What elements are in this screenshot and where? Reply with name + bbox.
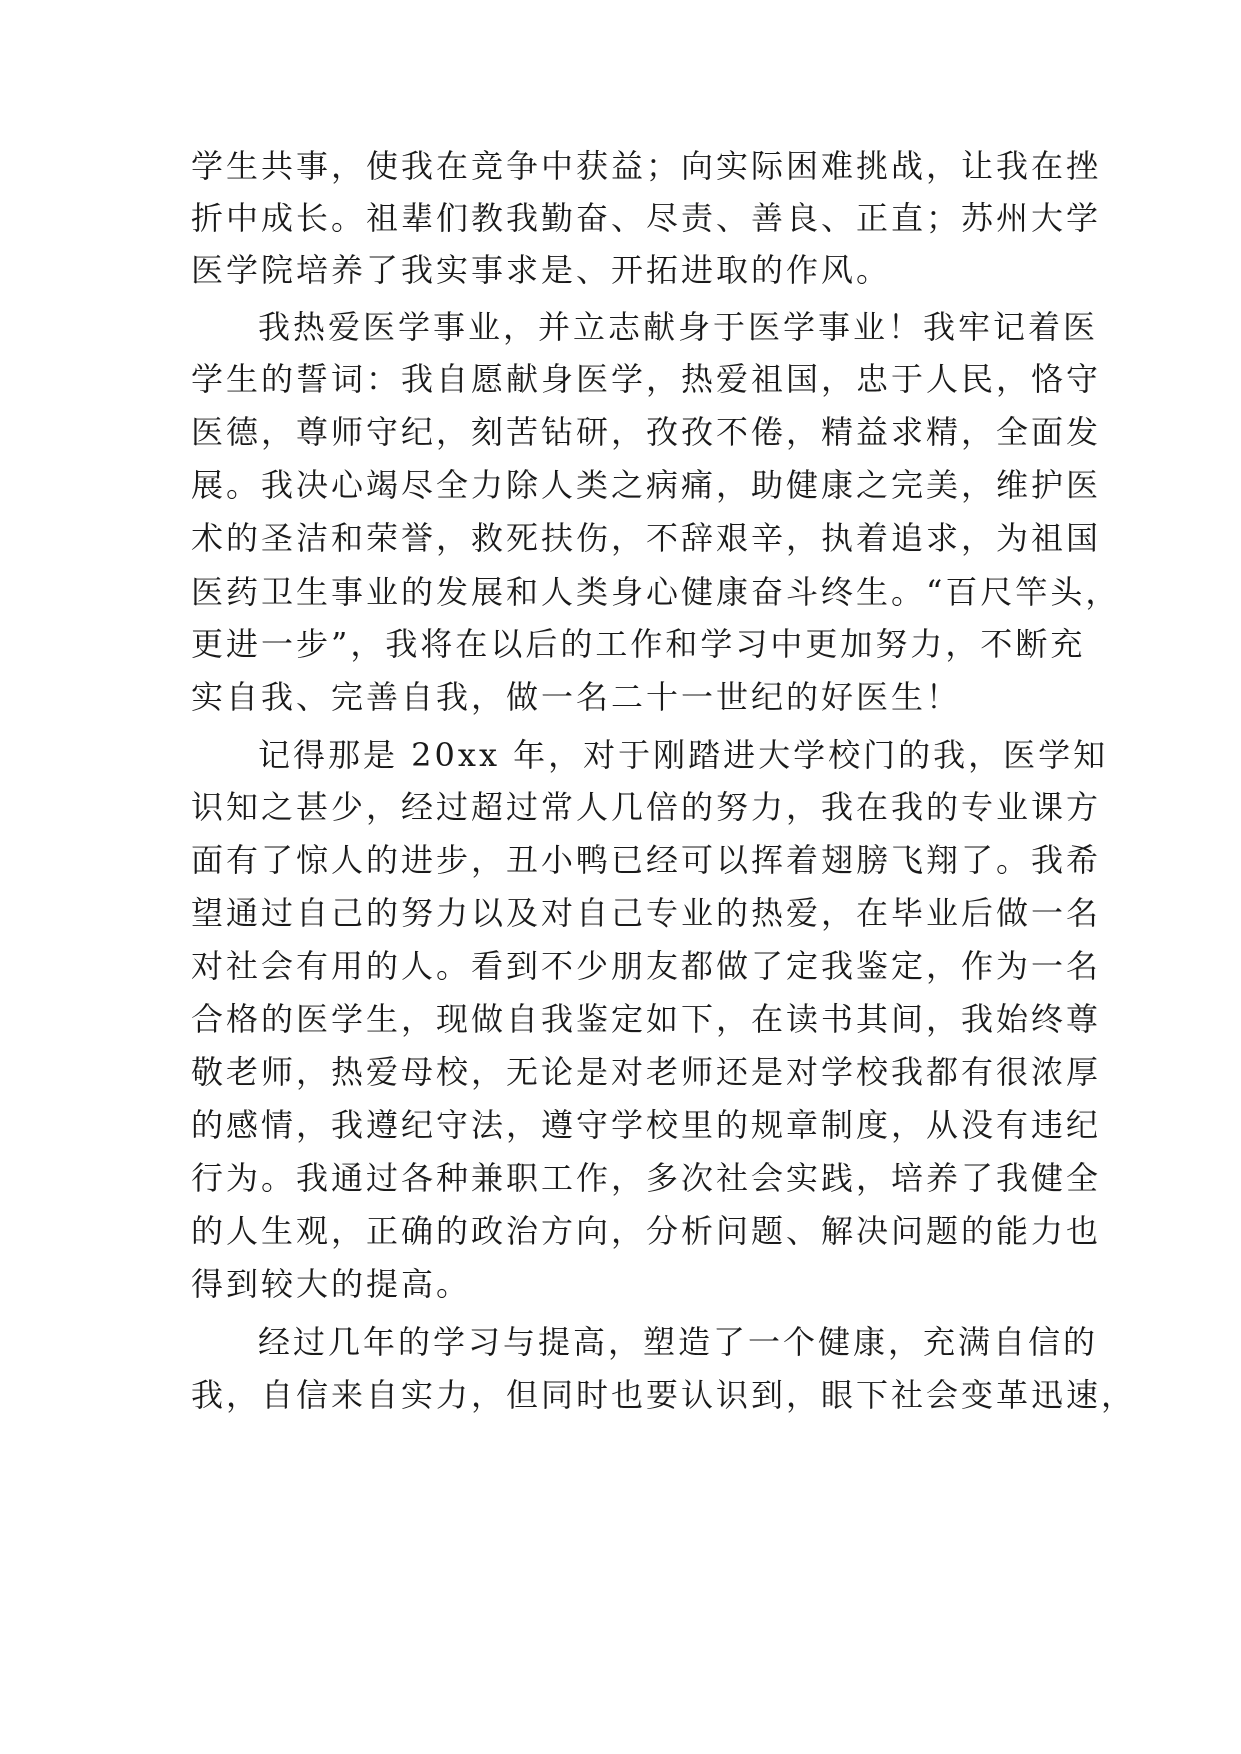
text-line: 医德，尊师守纪，刻苦钻研，孜孜不倦，精益求精，全面发: [191, 413, 1102, 451]
text-line: 更进一步”，我将在以后的工作和学习中更加努力，不断充: [191, 625, 1086, 663]
text-line: 医学院培养了我实事求是、开拓进取的作风。: [191, 251, 892, 289]
text-line: 医药卫生事业的发展和人类身心健康奋斗终生。“百尺竿头，: [191, 573, 1121, 611]
text-line: 折中成长。祖辈们教我勤奋、尽责、善良、正直；苏州大学: [191, 199, 1102, 237]
text-line: 实自我、完善自我，做一名二十一世纪的好医生！: [191, 678, 962, 716]
text-line: 我，自信来自实力，但同时也要认识到，眼下社会变革迅速，: [191, 1376, 1137, 1414]
text-line: 识知之甚少，经过超过常人几倍的努力，我在我的专业课方: [191, 788, 1102, 826]
text-line: 的人生观，正确的政治方向，分析问题、解决问题的能力也: [191, 1212, 1102, 1250]
text-line: 展。我决心竭尽全力除人类之病痛，助健康之完美，维护医: [191, 466, 1102, 504]
text-line: 学生的誓词：我自愿献身医学，热爱祖国，忠于人民，恪守: [191, 360, 1102, 398]
text-line: 望通过自己的努力以及对自己专业的热爱，在毕业后做一名: [191, 894, 1102, 932]
text-line: 的感情，我遵纪守法，遵守学校里的规章制度，从没有违纪: [191, 1106, 1102, 1144]
paragraph-first-line: 记得那是 20xx 年，对于刚踏进大学校门的我，医学知: [258, 736, 1109, 774]
text-line: 对社会有用的人。看到不少朋友都做了定我鉴定，作为一名: [191, 947, 1102, 985]
paragraph-first-line: 我热爱医学事业，并立志献身于医学事业！我牢记着医: [258, 308, 1099, 346]
text-line: 得到较大的提高。: [191, 1265, 472, 1303]
text-line: 学生共事，使我在竞争中获益；向实际困难挑战，让我在挫: [191, 147, 1102, 185]
text-line: 敬老师，热爱母校，无论是对老师还是对学校我都有很浓厚: [191, 1053, 1102, 1091]
text-line: 术的圣洁和荣誉，救死扶伤，不辞艰辛，执着追求，为祖国: [191, 519, 1102, 557]
text-line: 面有了惊人的进步，丑小鸭已经可以挥着翅膀飞翔了。我希: [191, 841, 1102, 879]
text-line: 合格的医学生，现做自我鉴定如下，在读书其间，我始终尊: [191, 1000, 1102, 1038]
text-line: 行为。我通过各种兼职工作，多次社会实践，培养了我健全: [191, 1159, 1102, 1197]
paragraph-first-line: 经过几年的学习与提高，塑造了一个健康，充满自信的: [258, 1323, 1099, 1361]
